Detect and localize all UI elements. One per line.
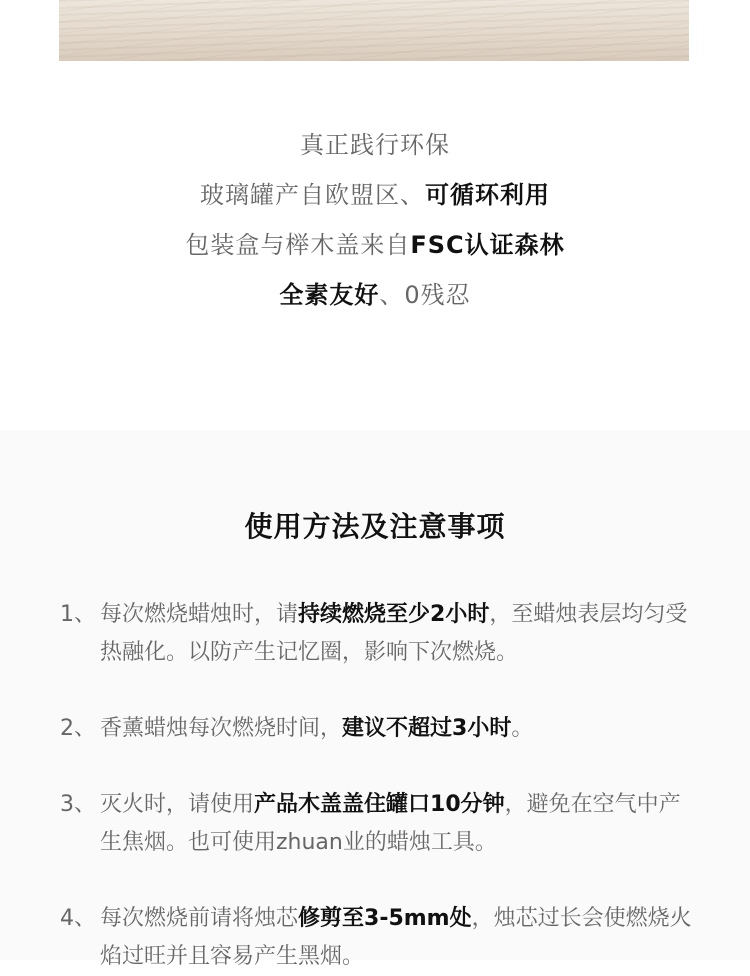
usage-item-text-part: 每次燃烧蜡烛时，请 <box>100 602 299 627</box>
usage-item-number: 2、 <box>60 716 96 741</box>
intro-line-1 <box>0 120 750 170</box>
intro-line-3-emphasis: FSC认证森林 <box>410 231 565 259</box>
usage-item-text <box>100 710 700 748</box>
usage-item-text <box>100 596 700 672</box>
intro-text-block <box>0 120 750 320</box>
usage-item-emphasis: 持续燃烧至少2小时 <box>298 602 490 627</box>
intro-line-2 <box>0 170 750 220</box>
usage-item-text-part: 每次燃烧前请将烛芯 <box>100 906 299 931</box>
usage-item-text-part: ，烛芯过长会使燃烧火焰过旺并且容易产生黑烟。 <box>100 906 692 969</box>
usage-item-text-part: ，至蜡烛表层均匀受热融化。以防产生记忆圈，影响下次燃烧。 <box>100 602 688 665</box>
usage-item-number: 4、 <box>60 906 96 931</box>
usage-item-emphasis: 产品木盖盖住罐口10分钟 <box>254 792 505 817</box>
intro-line-4-emphasis: 全素友好 <box>279 281 380 309</box>
intro-line-1-text: 真正践行环保 <box>300 131 450 159</box>
wood-texture-image <box>59 0 689 61</box>
usage-item-text <box>100 786 700 862</box>
usage-item-text-part: 香薰蜡烛每次燃烧时间， <box>100 716 343 741</box>
usage-item-emphasis: 建议不超过3小时 <box>342 716 512 741</box>
intro-line-2-text: 玻璃罐产自欧盟区、 <box>200 181 425 209</box>
usage-item-number: 3、 <box>60 792 96 817</box>
usage-item-text-part: 。 <box>511 716 534 741</box>
usage-item-text <box>100 900 700 976</box>
section-title: 使用方法及注意事项 <box>244 510 506 543</box>
intro-line-3 <box>0 220 750 270</box>
intro-line-2-emphasis: 可循环利用 <box>425 181 550 209</box>
intro-line-3-text: 包装盒与榉木盖来自 <box>185 231 411 259</box>
usage-item-number: 1、 <box>60 602 96 627</box>
usage-item-text-part: ，避免在空气中产生焦烟。也可使用zhuan业的蜡烛工具。 <box>100 792 681 855</box>
intro-line-4 <box>0 270 750 320</box>
usage-item-text-part: 灭火时，请使用 <box>100 792 255 817</box>
intro-line-4-text: 、0残忍 <box>379 281 471 309</box>
usage-item-emphasis: 修剪至3-5mm处 <box>298 906 472 931</box>
